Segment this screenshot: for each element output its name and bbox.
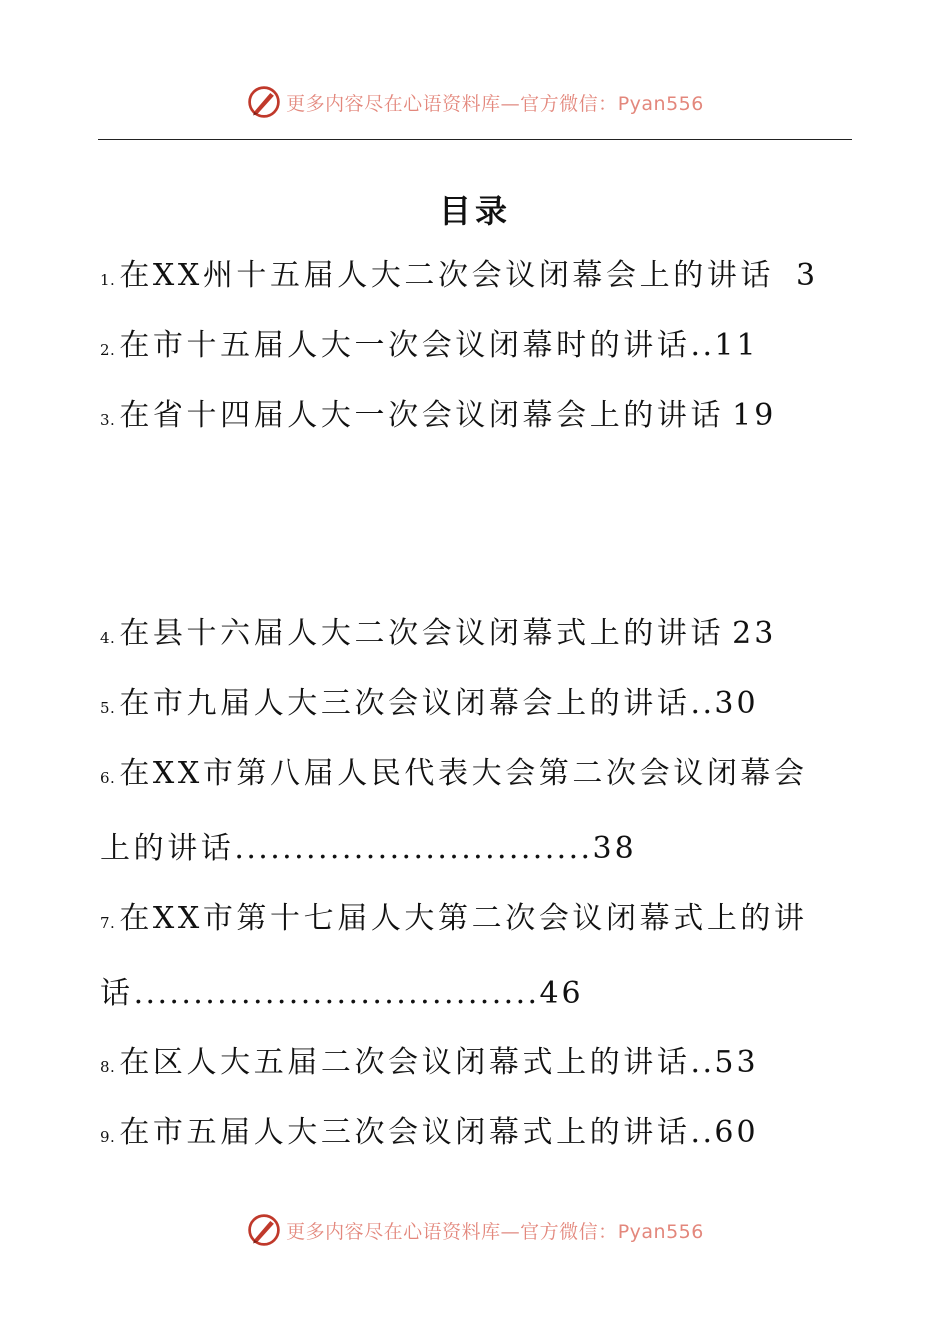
toc-entry [100, 684, 852, 728]
toc-title: 目录 [438, 192, 511, 230]
toc-entry-leader: .............................. [234, 831, 593, 866]
toc-entry-page: 38 [592, 831, 637, 866]
toc-entry [100, 754, 852, 798]
banner-wechat-id: Pyan556 [617, 92, 704, 115]
banner-official-text: 官方微信： [520, 92, 618, 115]
toc-entry-number: 1. [100, 271, 116, 289]
pen-circle-logo-icon [246, 84, 282, 120]
header-divider [98, 139, 852, 140]
header-banner [0, 82, 950, 122]
banner-dash: — [500, 1220, 521, 1243]
toc-entry-text: 在市十五届人大一次会议闭幕时的讲话 [119, 328, 691, 363]
toc-entry [100, 1113, 852, 1157]
toc-entry-text: 在XX州十五届人大二次会议闭幕会上的讲话 [119, 258, 775, 293]
banner-site-text: 更多内容尽在心语资料库 [286, 1220, 501, 1243]
toc-entry-page: 30 [714, 686, 759, 721]
toc-entry-text: 在县十六届人大二次会议闭幕式上的讲话 [119, 616, 725, 651]
toc-entry [100, 614, 852, 658]
toc-entry-leader: .. [690, 1045, 715, 1080]
toc-entry-number: 8. [100, 1058, 116, 1076]
toc-entry-text: 在XX市第八届人民代表大会第二次会议闭幕会 [119, 756, 808, 791]
toc-entry-text: 在XX市第十七届人大第二次会议闭幕式上的讲 [119, 901, 808, 936]
footer-banner [0, 1210, 950, 1250]
toc-entry [100, 326, 852, 370]
toc-entry-continuation [100, 829, 852, 869]
toc-entry-number: 3. [100, 411, 116, 429]
toc-entry [100, 899, 852, 943]
banner-dash: — [500, 92, 521, 115]
banner-text [286, 1217, 704, 1244]
toc-entry [100, 256, 852, 300]
banner-site-text: 更多内容尽在心语资料库 [286, 92, 501, 115]
toc-entry-text: 话 [100, 976, 134, 1011]
toc-entry [100, 396, 852, 440]
toc-entry-text: 在省十四届人大一次会议闭幕会上的讲话 [119, 398, 725, 433]
toc-entry-page: 3 [796, 258, 819, 293]
toc-entry-number: 6. [100, 769, 116, 787]
toc-entry-page: 19 [732, 398, 777, 433]
toc-entry [100, 1043, 852, 1087]
toc-entry-text: 在市九届人大三次会议闭幕会上的讲话 [119, 686, 691, 721]
pen-circle-logo-icon [246, 1212, 282, 1248]
banner-wechat-id: Pyan556 [617, 1220, 704, 1243]
toc-entry-page: 23 [732, 616, 777, 651]
toc-entry-leader: .................................. [133, 976, 540, 1011]
toc-entry-continuation [100, 974, 852, 1014]
toc-entry-page: 46 [539, 976, 584, 1011]
toc-entry-page: 53 [714, 1045, 759, 1080]
toc-entry-number: 2. [100, 341, 116, 359]
toc-entry-page: 11 [714, 328, 759, 363]
toc-entry-page: 60 [714, 1115, 759, 1150]
toc-entry-number: 7. [100, 914, 116, 932]
banner-official-text: 官方微信： [520, 1220, 618, 1243]
toc-entry-leader: .. [690, 1115, 715, 1150]
toc-entry-text: 在区人大五届二次会议闭幕式上的讲话 [119, 1045, 691, 1080]
toc-entry-leader: .. [690, 328, 715, 363]
toc-entry-text: 在市五届人大三次会议闭幕式上的讲话 [119, 1115, 691, 1150]
toc-entry-leader: .. [690, 686, 715, 721]
toc-entry-number: 5. [100, 699, 116, 717]
toc-entry-number: 4. [100, 629, 116, 647]
toc-entry-text: 上的讲话 [100, 831, 235, 866]
toc-entry-number: 9. [100, 1128, 116, 1146]
banner-text [286, 89, 704, 116]
